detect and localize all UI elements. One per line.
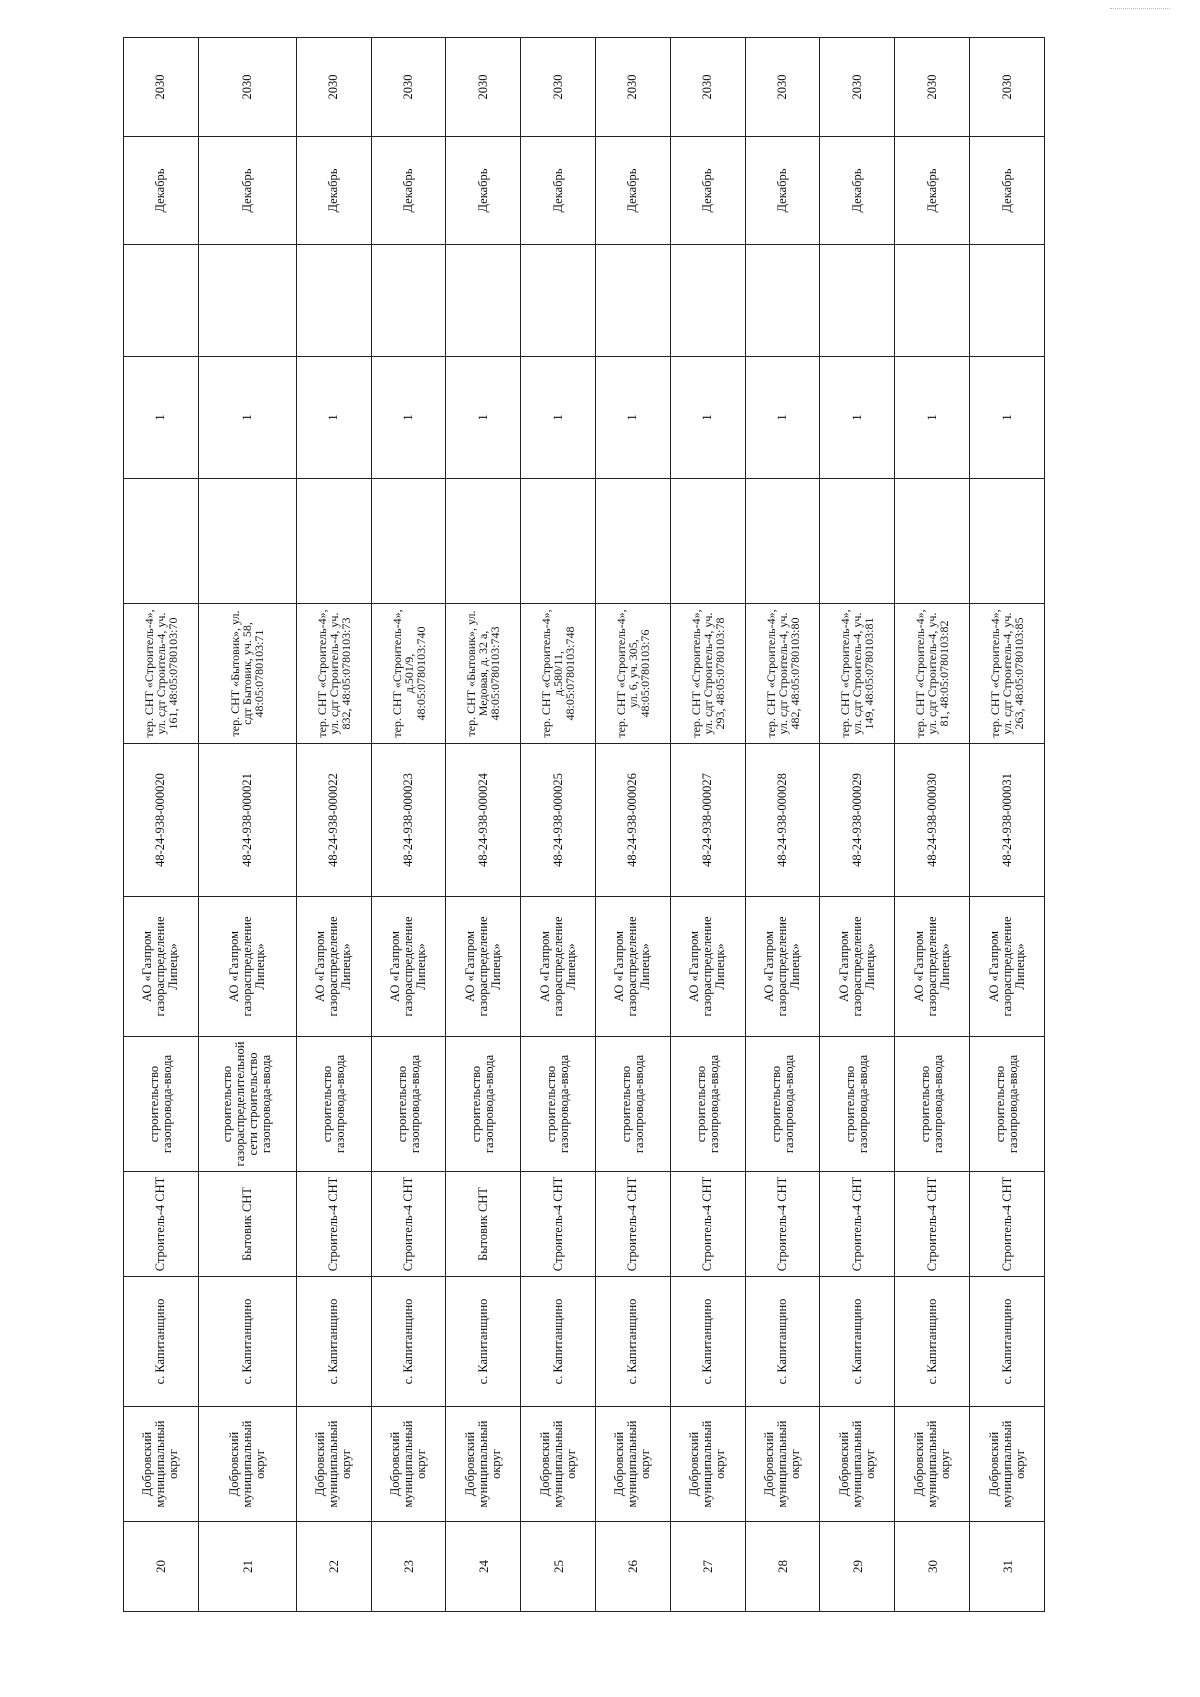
year-cell: 2030 — [895, 38, 970, 137]
month-cell: Декабрь — [820, 137, 895, 245]
month-cell: Декабрь — [371, 137, 446, 245]
empty-cell — [124, 479, 199, 604]
quantity-cell: 1 — [970, 357, 1045, 479]
district-cell: Добровский муниципальный округ — [745, 1407, 820, 1522]
month-cell: Декабрь — [895, 137, 970, 245]
object-code-cell: 48-24-938-000023 — [371, 744, 446, 897]
address-cell: тер. СНТ «Строитель-4», ул. сдт Строитель-4, уч. 149, 48:05:0780103:81 — [820, 604, 895, 744]
table-row — [895, 38, 970, 1612]
district-cell: Добровский муниципальный округ — [670, 1407, 745, 1522]
address-cell: тер. СНТ «Строитель-4», ул. сдт Строитель-4, уч. 293, 48:05:0780103:78 — [670, 604, 745, 744]
organization-cell: АО «Газпром газораспределение Липецк» — [371, 897, 446, 1037]
month-cell: Декабрь — [446, 137, 521, 245]
snt-cell: Бытовик СНТ — [198, 1172, 296, 1277]
table-row — [970, 38, 1045, 1612]
empty-cell — [296, 245, 371, 357]
row-number: 22 — [296, 1522, 371, 1612]
empty-cell — [198, 245, 296, 357]
row-number: 26 — [596, 1522, 671, 1612]
quantity-cell: 1 — [198, 357, 296, 479]
quantity-cell: 1 — [670, 357, 745, 479]
work-type-cell: строительство газопровода-ввода — [745, 1037, 820, 1172]
object-code-cell: 48-24-938-000027 — [670, 744, 745, 897]
object-code-cell: 48-24-938-000025 — [521, 744, 596, 897]
village-cell: с. Капитанщино — [745, 1277, 820, 1407]
organization-cell: АО «Газпром газораспределение Липецк» — [596, 897, 671, 1037]
organization-cell: АО «Газпром газораспределение Липецк» — [970, 897, 1045, 1037]
village-cell: с. Капитанщино — [371, 1277, 446, 1407]
organization-cell: АО «Газпром газораспределение Липецк» — [820, 897, 895, 1037]
month-cell: Декабрь — [124, 137, 199, 245]
empty-cell — [596, 479, 671, 604]
quantity-cell: 1 — [820, 357, 895, 479]
address-cell: тер. СНТ «Строитель-4», ул. сдт Строитель-4, уч. 81, 48:05:0780103:82 — [895, 604, 970, 744]
address-cell: тер. СНТ «Строитель-4», ул. сдт Строитель-4, уч. 263, 48:05:0780103:85 — [970, 604, 1045, 744]
quantity-cell: 1 — [895, 357, 970, 479]
work-type-cell: строительство газопровода-ввода — [296, 1037, 371, 1172]
rotated-table-sheet — [123, 74, 1045, 1612]
empty-cell — [820, 479, 895, 604]
year-cell: 2030 — [745, 38, 820, 137]
quantity-cell: 1 — [745, 357, 820, 479]
organization-cell: АО «Газпром газораспределение Липецк» — [745, 897, 820, 1037]
district-cell: Добровский муниципальный округ — [371, 1407, 446, 1522]
scan-mark — [1110, 8, 1170, 11]
empty-cell — [124, 245, 199, 357]
village-cell: с. Капитанщино — [895, 1277, 970, 1407]
month-cell: Декабрь — [596, 137, 671, 245]
object-code-cell: 48-24-938-000030 — [895, 744, 970, 897]
district-cell: Добровский муниципальный округ — [296, 1407, 371, 1522]
village-cell: с. Капитанщино — [124, 1277, 199, 1407]
table-row — [820, 38, 895, 1612]
empty-cell — [521, 479, 596, 604]
snt-cell: Строитель-4 СНТ — [371, 1172, 446, 1277]
quantity-cell: 1 — [371, 357, 446, 479]
work-type-cell: строительство газопровода-ввода — [820, 1037, 895, 1172]
empty-cell — [371, 245, 446, 357]
row-number: 23 — [371, 1522, 446, 1612]
work-type-cell: строительство газопровода-ввода — [970, 1037, 1045, 1172]
organization-cell: АО «Газпром газораспределение Липецк» — [296, 897, 371, 1037]
village-cell: с. Капитанщино — [521, 1277, 596, 1407]
gas-connection-table — [123, 37, 1045, 1612]
district-cell: Добровский муниципальный округ — [895, 1407, 970, 1522]
address-cell: тер. СНТ «Строитель-4», ул. сдт Строитель-4, уч. 161, 48:05:0780103:70 — [124, 604, 199, 744]
work-type-cell: строительство газопровода-ввода — [446, 1037, 521, 1172]
empty-cell — [296, 479, 371, 604]
organization-cell: АО «Газпром газораспределение Липецк» — [670, 897, 745, 1037]
district-cell: Добровский муниципальный округ — [970, 1407, 1045, 1522]
object-code-cell: 48-24-938-000020 — [124, 744, 199, 897]
year-cell: 2030 — [198, 38, 296, 137]
object-code-cell: 48-24-938-000031 — [970, 744, 1045, 897]
table-row — [521, 38, 596, 1612]
snt-cell: Строитель-4 СНТ — [895, 1172, 970, 1277]
village-cell: с. Капитанщино — [446, 1277, 521, 1407]
village-cell: с. Капитанщино — [820, 1277, 895, 1407]
snt-cell: Строитель-4 СНТ — [296, 1172, 371, 1277]
empty-cell — [446, 245, 521, 357]
village-cell: с. Капитанщино — [198, 1277, 296, 1407]
row-number: 27 — [670, 1522, 745, 1612]
empty-cell — [371, 479, 446, 604]
district-cell: Добровский муниципальный округ — [124, 1407, 199, 1522]
table-row — [198, 38, 296, 1612]
row-number: 25 — [521, 1522, 596, 1612]
quantity-cell: 1 — [296, 357, 371, 479]
work-type-cell: строительство газопровода-ввода — [895, 1037, 970, 1172]
month-cell: Декабрь — [670, 137, 745, 245]
empty-cell — [446, 479, 521, 604]
year-cell: 2030 — [124, 38, 199, 137]
empty-cell — [970, 479, 1045, 604]
row-number: 28 — [745, 1522, 820, 1612]
row-number: 30 — [895, 1522, 970, 1612]
quantity-cell: 1 — [446, 357, 521, 479]
address-cell: тер. СНТ «Бытовик», ул. Медовая, д. 32 а, 48:05:0780103:743 — [446, 604, 521, 744]
empty-cell — [895, 479, 970, 604]
organization-cell: АО «Газпром газораспределение Липецк» — [124, 897, 199, 1037]
row-number: 29 — [820, 1522, 895, 1612]
year-cell: 2030 — [446, 38, 521, 137]
table-row — [371, 38, 446, 1612]
district-cell: Добровский муниципальный округ — [198, 1407, 296, 1522]
district-cell: Добровский муниципальный округ — [596, 1407, 671, 1522]
address-cell: тер. СНТ «Строитель-4», д.501/9, 48:05:0780103:740 — [371, 604, 446, 744]
work-type-cell: строительство газопровода-ввода — [371, 1037, 446, 1172]
district-cell: Добровский муниципальный округ — [446, 1407, 521, 1522]
snt-cell: Строитель-4 СНТ — [970, 1172, 1045, 1277]
snt-cell: Бытовик СНТ — [446, 1172, 521, 1277]
organization-cell: АО «Газпром газораспределение Липецк» — [521, 897, 596, 1037]
year-cell: 2030 — [670, 38, 745, 137]
quantity-cell: 1 — [521, 357, 596, 479]
table-row — [596, 38, 671, 1612]
empty-cell — [970, 245, 1045, 357]
district-cell: Добровский муниципальный округ — [820, 1407, 895, 1522]
year-cell: 2030 — [296, 38, 371, 137]
address-cell: тер. СНТ «Строитель-4», ул. сдт Строитель-4, уч. 482, 48:05:0780103:80 — [745, 604, 820, 744]
year-cell: 2030 — [970, 38, 1045, 137]
month-cell: Декабрь — [745, 137, 820, 245]
month-cell: Декабрь — [521, 137, 596, 245]
quantity-cell: 1 — [124, 357, 199, 479]
object-code-cell: 48-24-938-000022 — [296, 744, 371, 897]
year-cell: 2030 — [596, 38, 671, 137]
village-cell: с. Капитанщино — [596, 1277, 671, 1407]
empty-cell — [820, 245, 895, 357]
year-cell: 2030 — [521, 38, 596, 137]
snt-cell: Строитель-4 СНТ — [521, 1172, 596, 1277]
organization-cell: АО «Газпром газораспределение Липецк» — [198, 897, 296, 1037]
district-cell: Добровский муниципальный округ — [521, 1407, 596, 1522]
empty-cell — [670, 245, 745, 357]
month-cell: Декабрь — [198, 137, 296, 245]
snt-cell: Строитель-4 СНТ — [596, 1172, 671, 1277]
work-type-cell: строительство газопровода-ввода — [124, 1037, 199, 1172]
village-cell: с. Капитанщино — [296, 1277, 371, 1407]
year-cell: 2030 — [371, 38, 446, 137]
organization-cell: АО «Газпром газораспределение Липецк» — [446, 897, 521, 1037]
work-type-cell: строительство газораспределительной сети строительство газопровода-ввода — [198, 1037, 296, 1172]
table-row — [124, 38, 199, 1612]
empty-cell — [745, 245, 820, 357]
year-cell: 2030 — [820, 38, 895, 137]
month-cell: Декабрь — [296, 137, 371, 245]
row-number: 21 — [198, 1522, 296, 1612]
row-number: 24 — [446, 1522, 521, 1612]
row-number: 20 — [124, 1522, 199, 1612]
address-cell: тер. СНТ «Бытовик», ул. сдт Бытовик, уч. 58, 48:05:0780103:71 — [198, 604, 296, 744]
snt-cell: Строитель-4 СНТ — [745, 1172, 820, 1277]
organization-cell: АО «Газпром газораспределение Липецк» — [895, 897, 970, 1037]
object-code-cell: 48-24-938-000026 — [596, 744, 671, 897]
snt-cell: Строитель-4 СНТ — [670, 1172, 745, 1277]
table-row — [670, 38, 745, 1612]
row-number: 31 — [970, 1522, 1045, 1612]
address-cell: тер. СНТ «Строитель-4», ул. 6, уч. 305, 48:05:0780103:76 — [596, 604, 671, 744]
table-row — [745, 38, 820, 1612]
empty-cell — [895, 245, 970, 357]
quantity-cell: 1 — [596, 357, 671, 479]
work-type-cell: строительство газопровода-ввода — [521, 1037, 596, 1172]
month-cell: Декабрь — [970, 137, 1045, 245]
work-type-cell: строительство газопровода-ввода — [596, 1037, 671, 1172]
address-cell: тер. СНТ «Строитель-4», д.580/11, 48:05:0780103:748 — [521, 604, 596, 744]
table-body — [124, 38, 1045, 1612]
address-cell: тер. СНТ «Строитель-4», ул. сдт Строитель-4, уч. 832, 48:05:0780103:73 — [296, 604, 371, 744]
object-code-cell: 48-24-938-000024 — [446, 744, 521, 897]
work-type-cell: строительство газопровода-ввода — [670, 1037, 745, 1172]
empty-cell — [596, 245, 671, 357]
table-row — [446, 38, 521, 1612]
empty-cell — [745, 479, 820, 604]
snt-cell: Строитель-4 СНТ — [124, 1172, 199, 1277]
empty-cell — [198, 479, 296, 604]
village-cell: с. Капитанщино — [970, 1277, 1045, 1407]
village-cell: с. Капитанщино — [670, 1277, 745, 1407]
empty-cell — [521, 245, 596, 357]
empty-cell — [670, 479, 745, 604]
table-row — [296, 38, 371, 1612]
object-code-cell: 48-24-938-000021 — [198, 744, 296, 897]
snt-cell: Строитель-4 СНТ — [820, 1172, 895, 1277]
object-code-cell: 48-24-938-000029 — [820, 744, 895, 897]
object-code-cell: 48-24-938-000028 — [745, 744, 820, 897]
